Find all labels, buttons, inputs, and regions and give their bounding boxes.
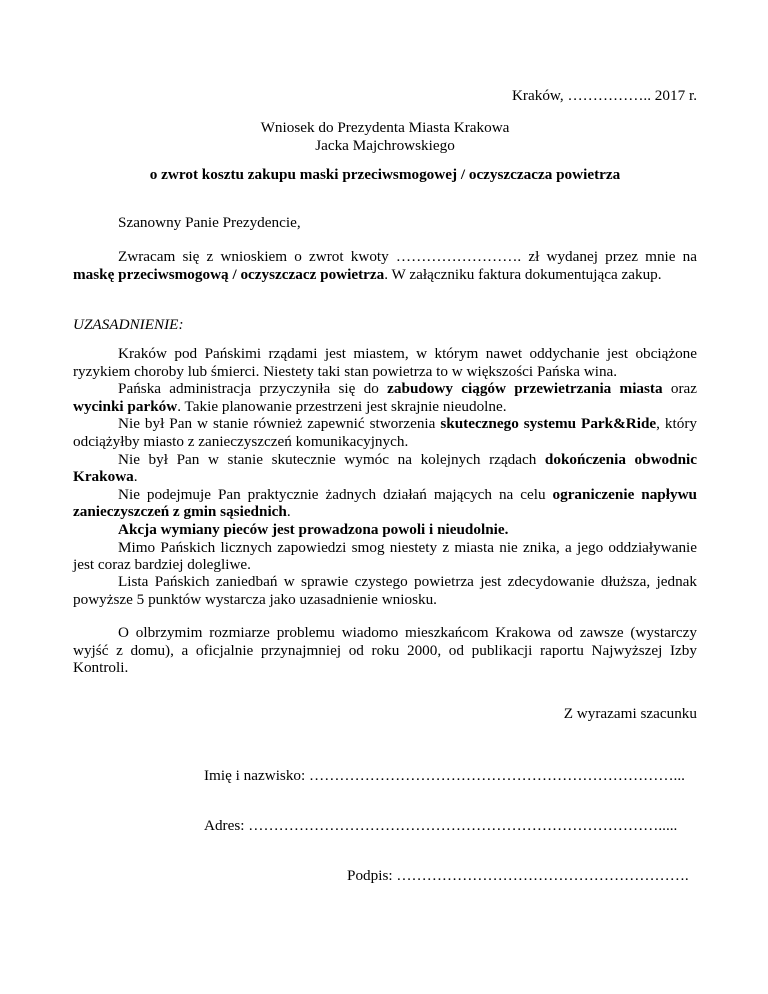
name-field: Imię i nazwisko: ………………………………………………………………... xyxy=(204,767,685,784)
greeting: Szanowny Panie Prezydencie, xyxy=(118,214,301,231)
signature-field: Podpis: …………………………………………………. xyxy=(347,867,689,884)
addressee-line2: Jacka Majchrowskiego xyxy=(315,137,455,154)
nik-paragraph: O olbrzymim rozmiarze problemu wiadomo mieszkańcom Krakowa od zawsze (wystarczy wyjść z domu), a oficjalnie przynajmniej od roku 2000, od publikacji raportu Najwyższej Izby Kontroli. xyxy=(73,624,697,677)
addressee-line1: Wniosek do Prezydenta Miasta Krakowa xyxy=(260,119,510,136)
subject-line: o zwrot kosztu zakupu maski przeciwsmogowej / oczyszczacza powietrza xyxy=(149,166,621,183)
address-field: Adres: ………………………………………………………………………..... xyxy=(204,817,678,834)
place-date: Kraków, …………….. 2017 r. xyxy=(511,87,697,104)
justification-points xyxy=(73,345,697,574)
document-page xyxy=(73,0,697,994)
justification-heading: UZASADNIENIE: xyxy=(73,316,184,333)
point-3: Nie był Pan w stanie również zapewnić stworzenia skutecznego systemu Park&Ride, który odciążyłby miasto z zanieczyszczeń komunikacyjnych. xyxy=(73,415,697,450)
point-7: Mimo Pańskich licznych zapowiedzi smog niestety z miasta nie znika, a jego oddziaływanie jest coraz bardziej dolegliwe. xyxy=(73,538,697,574)
point-1: Kraków pod Pańskimi rządami jest miastem, w którym nawet oddychanie jest obciążone ryzykiem choroby lub śmierci. Niestety taki stan powietrza to w większości Pańska wina. xyxy=(73,345,697,380)
point-4: Nie był Pan w stanie skutecznie wymóc na kolejnych rządach dokończenia obwodnic Krakowa. xyxy=(73,450,698,486)
point-5: Nie podejmuje Pan praktycznie żadnych działań mających na celu ograniczenie napływu zanieczyszczeń z gmin sąsiednich. xyxy=(73,485,697,521)
point-2: Pańska administracja przyczyniła się do zabudowy ciągów przewietrzania miasta oraz wycinki parków. Takie planowanie przestrzeni jest skrajnie nieudolne. xyxy=(73,380,697,415)
list-paragraph: Lista Pańskich zaniedbań w sprawie czystego powietrza jest zdecydowanie dłuższa, jednak powyższe 5 punktów wystarcza jako uzasadnienie wniosku. xyxy=(73,573,697,608)
closing: Z wyrazami szacunku xyxy=(563,705,697,722)
request-paragraph: Zwracam się z wnioskiem o zwrot kwoty ……………………. zł wydanej przez mnie na maskę przeciwsmogową / oczyszczacz powietrza. W załączniku faktura dokumentująca zakup. xyxy=(73,248,697,283)
point-6: Akcja wymiany pieców jest prowadzona powoli i nieudolnie. xyxy=(118,520,509,538)
